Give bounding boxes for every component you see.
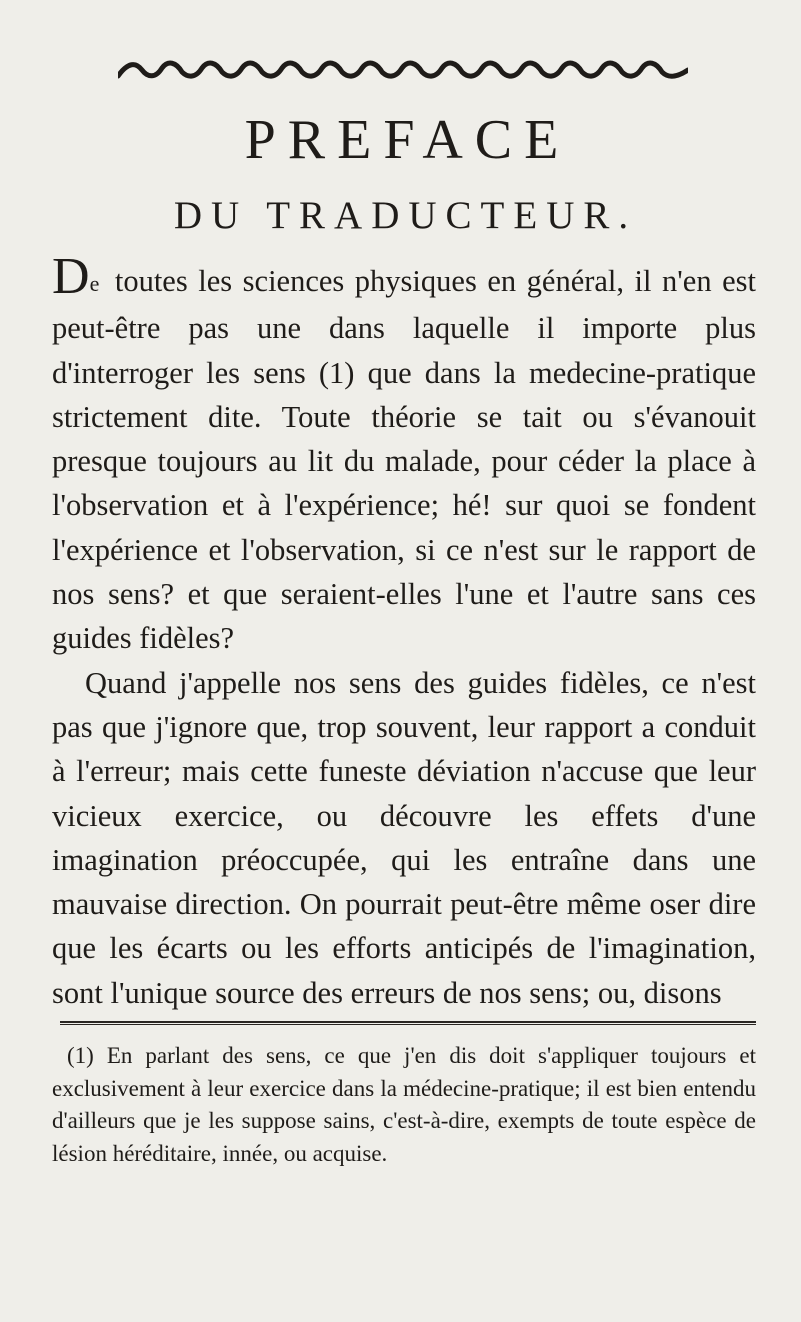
paragraph-1-text: toutes les sciences physiques en général, il n'en est peut-être pas une dans laquelle il importe plus d'interroger les sens (1) que dans la medecine-pratique strictement dite. Toute théorie se tait ou s'évanouit presque toujours au lit du malade, pour céder la place à l'observation et à l'expérience; hé! sur quoi se fondent l'expérience et l'observation, si ce n'est sur le rapport de nos sens? et que seraient-elles l'une et l'autre sans ces guides fidèles? bbox=[52, 264, 756, 656]
page-subtitle: DU TRADUCTEUR. bbox=[173, 194, 638, 237]
wave-ornament bbox=[118, 60, 688, 80]
footnote-divider bbox=[60, 1021, 756, 1025]
paragraph-2: Quand j'appelle nos sens des guides fidèles, ce n'est pas que j'ignore que, trop souvent, leur rapport a conduit à l'erreur; mais cette funeste déviation n'accuse que leur vicieux exercice, ou découvre les effets d'une imagination préoccupée, qui les entraîne dans une mauvaise direction. On pourrait peut-être même oser dire que les écarts ou les efforts anticipés de l'imagination, sont l'unique source des erreurs de nos sens; ou, disons bbox=[52, 665, 756, 1010]
main-text bbox=[52, 248, 756, 1015]
drop-cap: D bbox=[52, 248, 90, 305]
paragraph-1 bbox=[52, 248, 756, 661]
small-cap: e bbox=[89, 271, 101, 296]
page-title: PREFACE bbox=[244, 109, 571, 171]
footnote: (1) En parlant des sens, ce que j'en dis doit s'appliquer toujours et exclusivement à leur exercice dans la médecine-pratique; il est bien entendu d'ailleurs que je les suppose sains, c'est-à-dire, exempts de toute espèce de lésion héréditaire, innée, ou acquise. bbox=[52, 1043, 756, 1166]
